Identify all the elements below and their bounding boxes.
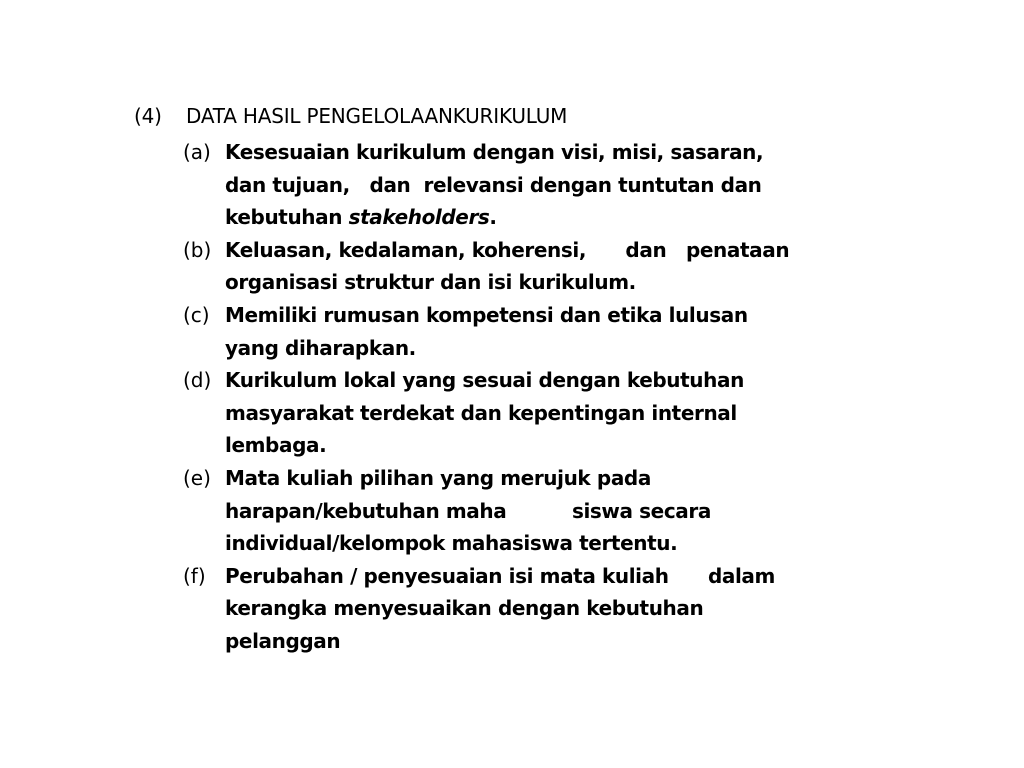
text-line: kerangka menyesuaikan dengan kebutuhan [225,596,704,621]
criteria-list [183,136,903,658]
list-item-b [183,234,903,299]
text-line: Kurikulum lokal yang sesuai dengan kebutuhan [225,368,744,393]
list-item-text [225,299,895,364]
text-line: Keluasan, kedalaman, koherensi, dan penataan [225,237,790,262]
section-heading [134,103,567,129]
list-item-d [183,364,903,462]
text-line: yang diharapkan. [225,335,416,360]
text-line: Kesesuaian kurikulum dengan visi, misi, sasaran, [225,140,764,164]
list-item-text [225,560,895,658]
list-marker: (f) [183,563,206,588]
text-line: Memiliki rumusan kompetensi dan etika lulusan [225,302,748,327]
list-marker: (a) [183,140,211,164]
section-title: DATA HASIL PENGELOLAANKURIKULUM [186,104,568,128]
text-line: organisasi struktur dan isi kurikulum. [225,270,636,295]
list-item-e [183,462,903,560]
list-item-text [225,364,895,462]
list-marker: (b) [183,237,212,262]
italic-term: stakeholders [348,205,490,230]
list-marker: (d) [183,368,212,393]
list-item-text [225,234,895,299]
text-line: dan tujuan, dan relevansi dengan tuntutan dan [225,172,762,197]
section-number: (4) [134,104,162,128]
list-item-a [183,136,903,234]
text-fragment: kebutuhan [225,205,349,230]
text-line [225,201,895,234]
text-line: Mata kuliah pilihan yang merujuk pada [225,465,651,490]
list-item-text [225,462,895,560]
text-line: pelanggan [225,628,341,653]
text-line: masyarakat terdekat dan kepentingan internal [225,400,737,425]
text-line: Perubahan / penyesuaian isi mata kuliah dalam [225,563,775,588]
list-marker: (e) [183,465,211,490]
list-item-text [225,136,895,234]
text-line: lembaga. [225,433,327,458]
list-item-f [183,560,903,658]
list-item-c [183,299,903,364]
text-line: harapan/kebutuhan maha siswa secara [225,498,711,523]
text-line: individual/kelompok mahasiswa tertentu. [225,531,678,556]
list-marker: (c) [183,302,210,327]
text-fragment: . [489,205,497,230]
